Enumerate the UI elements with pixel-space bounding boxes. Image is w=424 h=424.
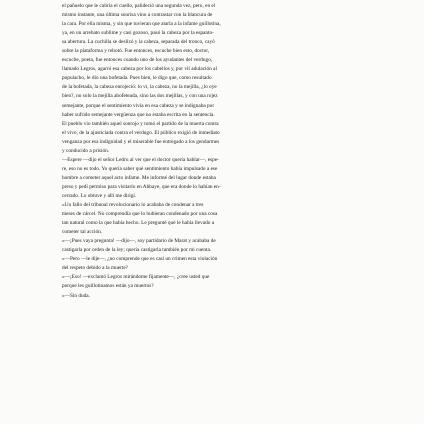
text-line: el vivo, de la ajusticiada contra el verdugo. El público exigió de inmediato: [62, 129, 220, 136]
text-line: »—Sin duda.: [62, 292, 90, 299]
text-line: llamado Legros, agarró esa cabeza por los cabellos y, por vil adulación al: [62, 66, 217, 73]
text-line: tan natural como la que había hecho. Le pregunté qué le había llevado a: [62, 220, 215, 227]
text-line: »Un fallo del tribunal revolucionario lo acababa de condenar a tres: [62, 202, 204, 209]
text-line: bien?, no solo la mejilla abofeteada, sino las dos mejillas, y con una rojez: [62, 93, 218, 100]
text-line: —Espere —dijo el señor Ledru al ver que el doctor quería hablar—, espe-: [62, 156, 219, 163]
text-line: cerrado. Lo obtuve y allí me dirigí.: [62, 192, 137, 199]
text-line: la cara. Por ella misma, y sin que tuvieran que atarla a la infame guillotina,: [62, 21, 221, 28]
text-line: haber sufrido semejante vergüenza que no estaba escrita en la sentencia.: [62, 111, 215, 118]
text-line: »—¡Eso! —exclamó Legros mirándome fijamente—, ¿cree usted que: [62, 274, 210, 281]
text-line: semejante, porque el sentimiento vivía en esa cabeza y se indignaba por: [62, 102, 215, 109]
body-text: [62, 2, 362, 301]
text-line: re, eso no es todo. Yo quería saber qué sentimiento había impulsado a ese: [62, 165, 218, 172]
text-line: del respeto debido a la muerte?: [62, 265, 129, 272]
text-line: ya, en un arrebato sublime y casi gozoso, pasó la cabeza por la espanto-: [62, 30, 214, 37]
text-line: castigarla por orden de la ley; quería castigarla también por mi cuenta.: [62, 247, 212, 254]
text-line: mismo instante, una última sonrisa vino a contrastar con la blancura de: [62, 12, 213, 19]
text-line: cometer tal acción.: [62, 229, 103, 236]
text-line: »—Pero —le dije—, ¿no comprende que es casi un crimen esta violación: [62, 256, 218, 263]
text-line: venganza por esa indignidad y el miserable fue entregado a los gendarmes: [62, 138, 220, 145]
text-line: sobre la plataforma y rebotó. Fue entonces, escuche bien esto, doctor,: [62, 48, 210, 55]
text-line: hombre a cometer aquel acto infame. Me informé del lugar donde estaba: [62, 174, 216, 181]
text-line: escuche, poeta, fue entonces cuando uno de los ayudantes del verdugo,: [62, 57, 213, 64]
text-line: »—¡Pues vaya pregunta! —dijo—, soy partidario de Marat y acababa de: [62, 238, 216, 245]
text-line: de la bofetada, la cabeza enrojeció: lo vi, la cabeza, no la mejilla, ¿lo oye: [62, 84, 217, 91]
text-line: porque les guillotinamos están ya muertos?: [62, 283, 154, 290]
text-line: populacho, le dio una bofetada. Pues bien, le digo que, como resultado: [62, 75, 212, 82]
text-line: preso y pedí permiso para visitarlo en Abbaye, que era donde lo habían en-: [62, 183, 221, 190]
text-line: y conducido a prisión.: [62, 147, 110, 154]
text-line: El pueblo vio también aquel sonrojo y tomó el partido de la muerta contra: [62, 120, 219, 127]
text-line: meses de cárcel. No comprendía que lo hubieran condenado por una cosa: [62, 211, 218, 218]
text-line: el pañuelo que le cubría el cuello, palideció una segunda vez, pero, en el: [62, 3, 216, 9]
text-line: sa abertura. La cuchilla se deslizó y la cabeza, separada del tronco, cayó: [62, 39, 215, 46]
